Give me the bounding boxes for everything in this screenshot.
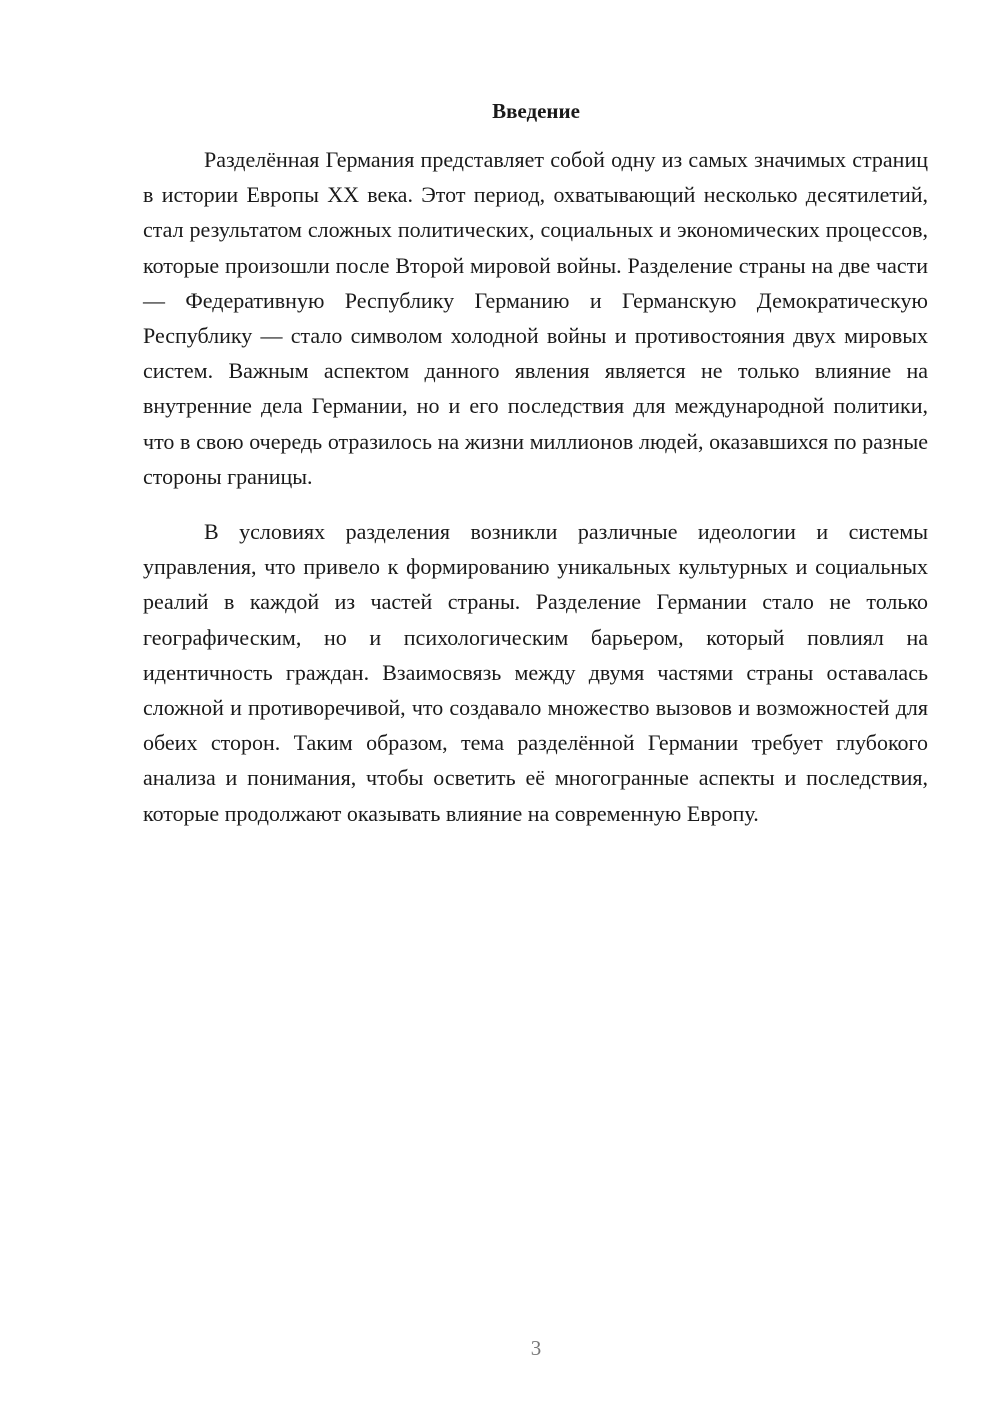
body-text	[143, 142, 928, 831]
page-number: 3	[530, 1336, 542, 1360]
page-title: Введение	[492, 99, 580, 123]
paragraph-1: Разделённая Германия представляет собой одну из самых значимых страниц в истории Европы XX века. Этот период, охватывающий несколько десятилетий, стал результатом сложных политических, социальных и экономических процессов, которые произошли после Второй мировой войны. Разделение страны на две части — Федеративную Республику Германию и Германскую Демократическую Республику — стало символом холодной войны и противостояния двух мировых систем. Важным аспектом данного явления является не только влияние на внутренние дела Германии, но и его последствия для международной политики, что в свою очередь отразилось на жизни миллионов людей, оказавшихся по разные стороны границы.	[143, 147, 928, 489]
paragraph-2: В условиях разделения возникли различные идеологии и системы управления, что привело к формированию уникальных культурных и социальных реалий в каждой из частей страны. Разделение Германии стало не только географическим, но и психологическим барьером, который повлиял на идентичность граждан. Взаимосвязь между двумя частями страны оставалась сложной и противоречивой, что создавало множество вызовов и возможностей для обеих сторон. Таким образом, тема разделённой Германии требует глубокого анализа и понимания, чтобы осветить её многогранные аспекты и последствия, которые продолжают оказывать влияние на современную Европу.	[143, 519, 928, 826]
